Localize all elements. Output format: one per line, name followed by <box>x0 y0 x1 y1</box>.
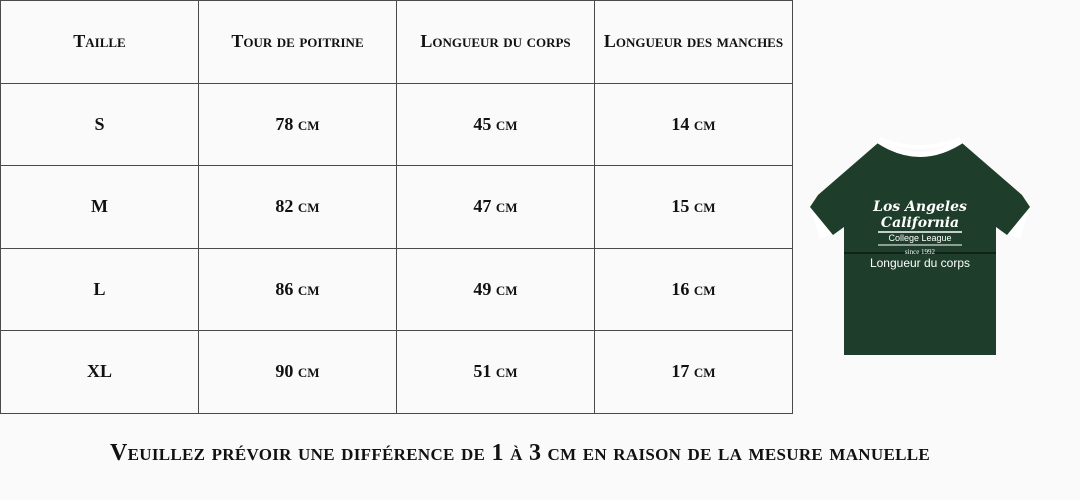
shirt-print-line2: California <box>880 215 960 231</box>
cell-size: M <box>1 166 199 249</box>
header-chest: Tour de poitrine <box>199 1 397 84</box>
cell-sleeve-length: 15 cm <box>595 166 793 249</box>
header-sleeve-length: Longueur des manches <box>595 1 793 84</box>
cell-chest: 82 cm <box>199 166 397 249</box>
shirt-print-line1: Los Angeles <box>873 199 967 215</box>
table-row <box>1 83 793 166</box>
cell-size: L <box>1 248 199 331</box>
cell-size: XL <box>1 331 199 414</box>
cell-body-length: 45 cm <box>397 83 595 166</box>
cell-sleeve-length: 17 cm <box>595 331 793 414</box>
cell-chest: 86 cm <box>199 248 397 331</box>
table-row <box>1 166 793 249</box>
shirt-print-line4: since 1992 <box>904 248 936 256</box>
cell-sleeve-length: 14 cm <box>595 83 793 166</box>
shirt-print-line3: College League <box>888 233 952 243</box>
cell-sleeve-length: 16 cm <box>595 248 793 331</box>
measurement-label: Longueur du corps <box>869 256 971 270</box>
table-row <box>1 331 793 414</box>
cell-size: S <box>1 83 199 166</box>
table-header-row <box>1 1 793 84</box>
cell-body-length: 49 cm <box>397 248 595 331</box>
cell-chest: 90 cm <box>199 331 397 414</box>
header-body-length: Longueur du corps <box>397 1 595 84</box>
cell-body-length: 51 cm <box>397 331 595 414</box>
table-row <box>1 248 793 331</box>
cell-body-length: 47 cm <box>397 166 595 249</box>
header-size: Taille <box>1 1 199 84</box>
measurement-disclaimer: Veuillez prévoir une différence de 1 à 3 cm en raison de la mesure manuelle <box>109 440 931 466</box>
tshirt-illustration <box>800 135 1040 360</box>
cell-chest: 78 cm <box>199 83 397 166</box>
